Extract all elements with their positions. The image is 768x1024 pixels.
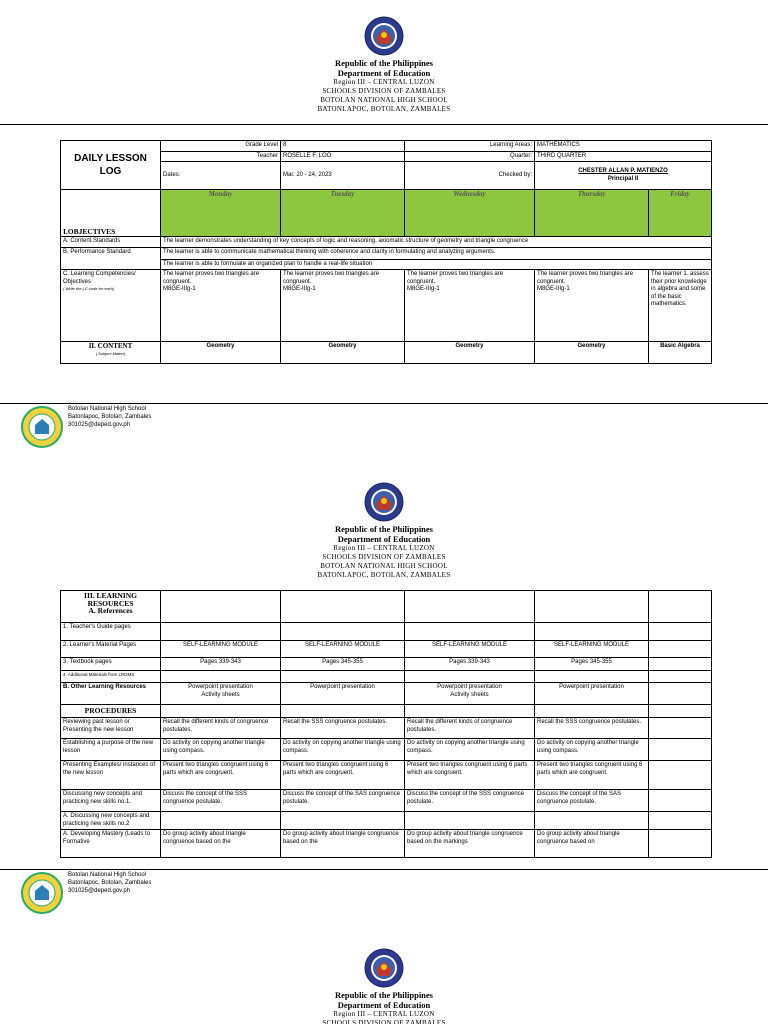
proc-discuss1-wednesday: Discuss the concept of the SSS congruence postulate. [405, 790, 535, 812]
proc-purpose-wednesday: Do activity on copying another triangle using compass. [405, 739, 535, 761]
proc-purpose-tuesday: Do activity on copying another triangle using compass. [281, 739, 405, 761]
quarter-label: Quarter: [405, 151, 535, 162]
header-department: Department of Education [337, 68, 431, 78]
proc-purpose-monday: Do activity on copying another triangle using compass. [161, 739, 281, 761]
header-region: Region III – CENTRAL LUZON [333, 1010, 435, 1018]
content-heading: II. CONTENT [88, 342, 133, 350]
proc-discuss2-label: A. Discussing new concepts and practicing new skills no.2 [61, 812, 161, 830]
content-friday: Basic Algebra [649, 342, 712, 364]
divider [0, 124, 768, 125]
content-monday: Geometry [161, 342, 281, 364]
proc-examples-tuesday: Present two triangles congruent using 6 parts which are congruent. [281, 761, 405, 790]
header-region: Region III – CENTRAL LUZON [333, 78, 435, 86]
dates-value: Mar. 20 - 24, 2023 [281, 162, 405, 190]
page1-header [0, 58, 768, 114]
competencies-note: ( Write the LC code for each) [63, 286, 115, 291]
tb-monday: Pages 339-343 [161, 658, 281, 671]
content-standards-label: A. Content Standards [61, 237, 161, 248]
other-resources-label: B. Other Learning Resources [61, 683, 161, 705]
resources-heading2: RESOURCES [87, 598, 134, 608]
proc-mastery-tuesday: Do group activity about triangle congruence based on the [281, 830, 405, 858]
deped-seal-icon [364, 948, 404, 988]
header-address: BATONLAPOC, BOTOLAN, ZAMBALES [317, 571, 451, 579]
proc-review-monday: Recall the different kinds of congruence postulates. [161, 718, 281, 739]
header-school: BOTOLAN NATIONAL HIGH SCHOOL [320, 96, 448, 104]
textbook-pages-label: 3. Textbook pages [61, 658, 161, 671]
header-division: SCHOOLS DIVISION OF ZAMBALES [322, 87, 446, 95]
footer-school: Botolan National High School [68, 872, 147, 878]
footer-email: 301025@deped.gov.ph [68, 422, 131, 428]
page2-header [0, 524, 768, 580]
proc-examples-thursday: Present two triangles congruent using 6 parts which are congruent. [535, 761, 649, 790]
learning-resources-table [60, 590, 712, 858]
lm-monday: SELF-LEARNING MODULE [161, 641, 281, 658]
day-wednesday: Wednesday [405, 190, 535, 237]
content-wednesday: Geometry [405, 342, 535, 364]
objectives-heading: I.OBJECTIVES [61, 190, 161, 237]
tb-wednesday: Pages 339-343 [405, 658, 535, 671]
header-republic: Republic of the Philippines [334, 58, 433, 68]
content-tuesday: Geometry [281, 342, 405, 364]
deped-seal-icon [364, 482, 404, 522]
additional-materials-label: 4. Additional Materials from LRDMS [61, 671, 161, 683]
header-department: Department of Education [337, 1000, 431, 1010]
tb-thursday: Pages 345-355 [535, 658, 649, 671]
or-wednesday: Powerpoint presentation Activity sheets [405, 683, 535, 705]
proc-mastery-monday: Do group activity about triangle congruence based on the [161, 830, 281, 858]
grade-level-label: Grade Level [161, 141, 281, 152]
teacher-value: ROSELLE F. LOO [281, 151, 405, 162]
lm-wednesday: SELF-LEARNING MODULE [405, 641, 535, 658]
tb-tuesday: Pages 345-355 [281, 658, 405, 671]
teacher-label: Teacher [161, 151, 281, 162]
proc-mastery-thursday: Do group activity about triangle congruence based on [535, 830, 649, 858]
competency-friday: The learner 1. assess their prior knowledge in algebra and some of the basic mathematics. [649, 270, 712, 342]
divider [0, 869, 768, 870]
proc-discuss1-thursday: Discuss the concept of the SAS congruence postulate. [535, 790, 649, 812]
proc-examples-label: Presenting Examples/ instances of the new lesson [61, 761, 161, 790]
dates-label: Dates: [161, 162, 281, 190]
content-heading-cell [61, 342, 161, 364]
deped-seal-icon [364, 16, 404, 56]
header-republic: Republic of the Philippines [334, 990, 433, 1000]
content-thursday: Geometry [535, 342, 649, 364]
lm-tuesday: SELF-LEARNING MODULE [281, 641, 405, 658]
learners-material-label: 2. Learner's Material Pages [61, 641, 161, 658]
proc-mastery-wednesday: Do group activity about triangle congruence based on the markings [405, 830, 535, 858]
proc-discuss1-monday: Discuss the concept of the SSS congruence postulate. [161, 790, 281, 812]
performance-standard-label: B. Performance Standard [61, 247, 161, 270]
proc-review-tuesday: Recall the SSS congruence postulates. [281, 718, 405, 739]
competency-wednesday: The learner proves two triangles are congruent. M8GE-IIIg-1 [405, 270, 535, 342]
or-monday: Powerpoint presentation Activity sheets [161, 683, 281, 705]
checked-by-cell [535, 162, 712, 190]
daily-lesson-log-table [60, 140, 712, 364]
competencies-label: C. Learning Competencies/ Objectives [63, 271, 136, 285]
resources-heading-cell [61, 591, 161, 623]
content-sub: ( Subject Matter) [95, 350, 126, 356]
quarter-value: THIRD QUARTER [535, 151, 712, 162]
header-address: BATONLAPOC, BOTOLAN, ZAMBALES [317, 105, 451, 113]
header-division: SCHOOLS DIVISION OF ZAMBALES [322, 553, 446, 561]
header-republic: Republic of the Philippines [334, 524, 433, 534]
proc-mastery-label: A. Developing Mastery (Leads to Formative [61, 830, 161, 858]
page3-header [0, 990, 768, 1024]
footer-address: Batonlapoc, Botolan, Zambales [68, 414, 152, 420]
header-region: Region III – CENTRAL LUZON [333, 544, 435, 552]
resources-heading3: A. References [88, 606, 133, 615]
footer-school: Botolan National High School [68, 406, 147, 412]
checked-by-label: Checked by: [405, 162, 535, 190]
competency-thursday: The learner proves two triangles are congruent. M8GE-IIIg-1 [535, 270, 649, 342]
competency-monday: The learner proves two triangles are congruent. M8GE-IIIg-1 [161, 270, 281, 342]
competency-tuesday: The learner proves two triangles are congruent. M8GE-IIIg-1 [281, 270, 405, 342]
header-department: Department of Education [337, 534, 431, 544]
day-tuesday: Tuesday [281, 190, 405, 237]
proc-review-wednesday: Recall the different kinds of congruence postulates. [405, 718, 535, 739]
proc-review-label: Reviewing past lesson or Presenting the new lesson [61, 718, 161, 739]
resources-heading1: III. LEARNING [84, 591, 137, 600]
competencies-label-cell [61, 270, 161, 342]
footer-address: Batonlapoc, Botolan, Zambales [68, 880, 152, 886]
checked-by-name: CHESTER ALLAN P. MATIENZO [578, 168, 668, 174]
learning-areas-value: MATHEMATICS [535, 141, 712, 152]
learning-areas-label: Learning Areas: [405, 141, 535, 152]
performance-standard-text1: The learner is able to communicate mathematical thinking with coherence and clarity in formulating and analyzing arguments. [161, 247, 712, 259]
dll-title: DAILY LESSON LOG [61, 141, 161, 190]
or-thursday: Powerpoint presentation [535, 683, 649, 705]
proc-examples-wednesday: Present two triangles congruent using 6 parts which are congruent. [405, 761, 535, 790]
header-school: BOTOLAN NATIONAL HIGH SCHOOL [320, 562, 448, 570]
procedures-heading: PROCEDURES [61, 705, 161, 718]
divider [0, 403, 768, 404]
teachers-guide-label: 1. Teacher's Guide pages [61, 623, 161, 641]
proc-discuss1-tuesday: Discuss the concept of the SAS congruence postulate. [281, 790, 405, 812]
lm-thursday: SELF-LEARNING MODULE [535, 641, 649, 658]
day-monday: Monday [161, 190, 281, 237]
content-standards-text: The learner demonstrates understanding of key concepts of logic and reasoning, axiomatic structure of geometry and triangle congruence [161, 237, 712, 248]
proc-examples-monday: Present two triangles congruent using 6 parts which are congruent. [161, 761, 281, 790]
proc-purpose-thursday: Do activity on copying another triangle using compass. [535, 739, 649, 761]
header-division: SCHOOLS DIVISION OF ZAMBALES [322, 1019, 446, 1024]
grade-level-value: 8 [281, 141, 405, 152]
day-thursday: Thursday [535, 190, 649, 237]
checked-by-title: Principal II [607, 175, 639, 182]
school-seal-icon [20, 405, 64, 449]
school-seal-icon [20, 871, 64, 915]
or-tuesday: Powerpoint presentation [281, 683, 405, 705]
footer-email: 301025@deped.gov.ph [68, 888, 131, 894]
proc-review-thursday: Recall the SSS congruence postulates. [535, 718, 649, 739]
proc-purpose-label: Establishing a purpose of the new lesson [61, 739, 161, 761]
day-friday: Friday [649, 190, 712, 237]
proc-discuss1-label: Discussing new concepts and practicing new skills no.1. [61, 790, 161, 812]
performance-standard-text2: The learner is able to formulate an organized plan to handle a real-life situation [161, 259, 712, 270]
